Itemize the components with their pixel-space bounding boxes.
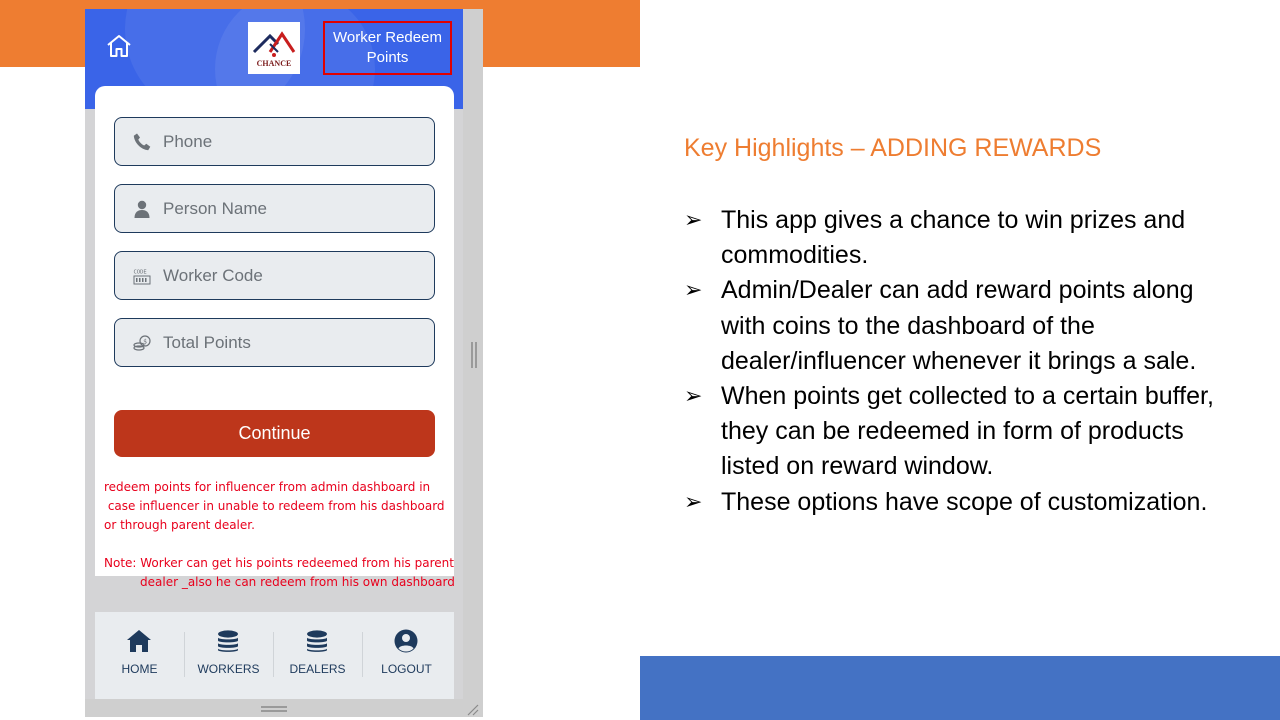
person-icon (132, 199, 152, 219)
note-line: redeem points for influencer from admin dashboard in (104, 480, 431, 494)
phone-icon (132, 132, 152, 152)
annotation-note (104, 478, 445, 535)
bullet-item (684, 379, 1244, 485)
annotation-note-worker (104, 554, 455, 592)
nav-label: LOGOUT (381, 662, 432, 676)
coins-icon (132, 333, 152, 353)
barcode-icon (132, 266, 152, 286)
app-screen (85, 9, 463, 699)
home-icon (126, 629, 152, 653)
nav-label: DEALERS (289, 662, 346, 676)
bullet-item (684, 273, 1244, 379)
bullet-text: This app gives a chance to win prizes and commodities. (721, 206, 1186, 270)
nav-dealers[interactable] (273, 612, 362, 699)
worker-code-input[interactable] (163, 252, 423, 299)
svg-text:CODE: CODE (133, 269, 147, 276)
nav-label: HOME (121, 662, 158, 676)
phone-field[interactable] (114, 117, 435, 166)
svg-text:$: $ (143, 338, 148, 346)
nav-home[interactable] (95, 612, 184, 699)
coin-stack-icon (215, 629, 241, 653)
worker-code-field[interactable] (114, 251, 435, 300)
arrow-bullet-icon: ➢ (684, 208, 703, 233)
total-points-field[interactable] (114, 318, 435, 367)
nav-workers[interactable] (184, 612, 273, 699)
resize-corner-icon[interactable] (465, 702, 479, 716)
continue-button[interactable]: Continue (114, 410, 435, 457)
person-name-field[interactable] (114, 184, 435, 233)
scrollbar-grip[interactable] (471, 342, 477, 368)
resize-grip[interactable] (261, 706, 287, 712)
home-icon[interactable] (105, 33, 133, 59)
note-line: case influencer in unable to redeem from his dashboard (104, 499, 445, 513)
blue-accent-bar (640, 656, 1280, 720)
bullet-item (684, 203, 1244, 273)
phone-mockup (85, 9, 483, 717)
arrow-bullet-icon: ➢ (684, 278, 703, 304)
bullet-text: These options have scope of customization. (721, 487, 1208, 516)
bullet-text: Admin/Dealer can add reward points along with coins to the dashboard of the dealer/influencer whenever it brings a sale. (721, 276, 1197, 375)
note-line: or through parent dealer. (104, 518, 255, 532)
note-line: dealer _also he can redeem from his own dashboard (140, 575, 455, 589)
arrow-bullet-icon: ➢ (684, 384, 703, 410)
bullet-text: When points get collected to a certain buffer, they can be redeemed in form of products listed on reward window. (721, 382, 1214, 481)
user-circle-icon (393, 629, 419, 653)
nav-label: WORKERS (197, 662, 260, 676)
bullet-item (684, 485, 1244, 520)
coin-stack-icon (304, 629, 330, 653)
page-title (323, 21, 452, 75)
arrow-bullet-icon: ➢ (684, 489, 703, 515)
chance-logo (248, 22, 300, 74)
person-name-input[interactable] (163, 185, 423, 232)
note-line: Note: Worker can get his points redeemed from his parent (104, 556, 454, 570)
bottom-nav (95, 612, 454, 699)
nav-logout[interactable] (362, 612, 451, 699)
highlights-list (684, 203, 1244, 520)
logo-text: CHANCE (256, 59, 292, 68)
phone-input[interactable] (163, 118, 423, 165)
total-points-input[interactable] (163, 319, 423, 366)
slide-title: Key Highlights – ADDING REWARDS (684, 134, 1102, 162)
page-title-text: Worker Redeem Points (333, 29, 442, 66)
